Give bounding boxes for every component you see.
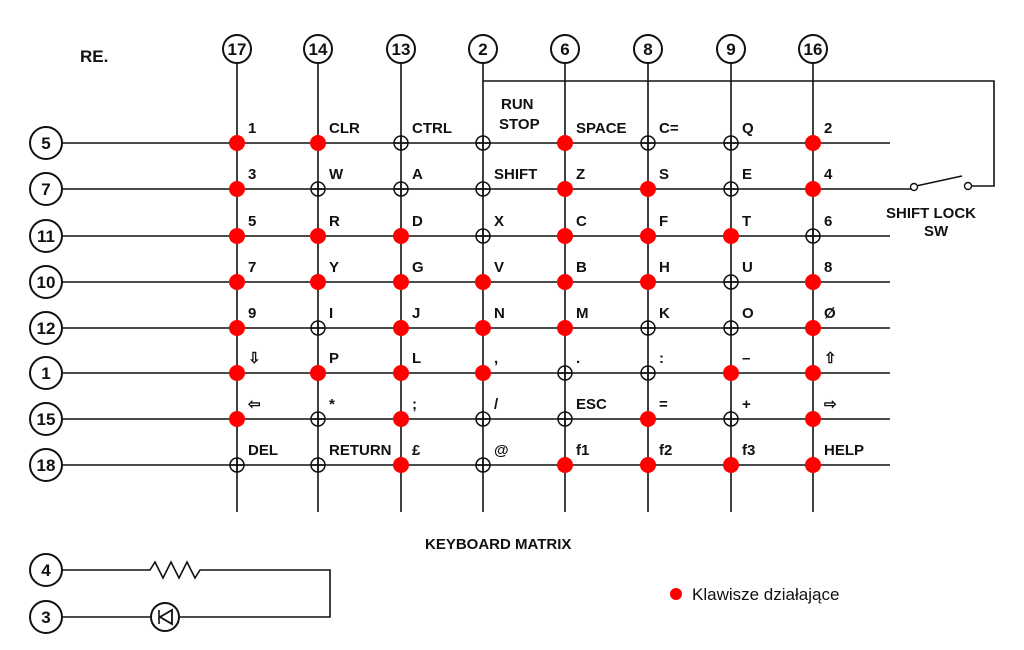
led-pin-number: 3	[41, 608, 51, 627]
working-key-dot	[229, 135, 245, 151]
column-pin-number: 8	[643, 40, 653, 59]
key-label: DEL	[248, 442, 278, 459]
key-label: SPACE	[576, 120, 627, 137]
key-label: B	[576, 259, 587, 276]
working-key-dot	[723, 365, 739, 381]
working-key-dot	[557, 135, 573, 151]
key-label: *	[329, 396, 335, 413]
row-pin-number: 18	[36, 456, 56, 475]
key-label: :	[659, 350, 664, 367]
key-label: CTRL	[412, 120, 452, 137]
key-label: f1	[576, 442, 590, 459]
led-icon	[151, 603, 179, 631]
key-label: 9	[248, 305, 257, 322]
key-label: N	[494, 305, 505, 322]
key-label: RETURN	[329, 442, 392, 459]
key-label: ⇧	[824, 350, 837, 367]
working-key-dot	[310, 135, 326, 151]
resistor-wire	[62, 562, 330, 617]
key-label: £	[412, 442, 421, 459]
key-label: Z	[576, 166, 586, 183]
key-label: HELP	[824, 442, 865, 459]
key-label: 7	[248, 259, 257, 276]
key-label: 6	[824, 213, 833, 230]
key-label: C	[576, 213, 587, 230]
working-key-dot	[557, 228, 573, 244]
working-key-dot	[640, 228, 656, 244]
key-label: ;	[412, 396, 417, 413]
key-label: S	[659, 166, 670, 183]
column-pin-number: 6	[560, 40, 570, 59]
shift-lock-contact-right	[965, 183, 972, 190]
key-label: 2	[824, 120, 833, 137]
working-key-dot	[229, 228, 245, 244]
key-label: V	[494, 259, 505, 276]
working-key-dot	[393, 457, 409, 473]
working-key-dot	[557, 457, 573, 473]
working-key-dot	[393, 274, 409, 290]
shift-lock-contact-left	[911, 184, 918, 191]
working-key-dot	[640, 274, 656, 290]
key-label: ⇦	[248, 396, 261, 413]
working-key-dot	[475, 365, 491, 381]
working-key-dot	[229, 320, 245, 336]
column-pin-number: 17	[227, 40, 247, 59]
key-label: E	[742, 166, 753, 183]
key-label: /	[494, 396, 499, 413]
row-pin-number: 11	[37, 227, 55, 246]
key-label: ESC	[576, 396, 607, 413]
working-key-dot	[723, 457, 739, 473]
working-key-dot	[805, 365, 821, 381]
key-label: 4	[824, 166, 833, 183]
key-label: K	[659, 305, 670, 322]
key-label: CLR	[329, 120, 360, 137]
column-pin-number: 13	[391, 40, 411, 59]
key-label: Q	[742, 120, 754, 137]
key-label: =	[659, 396, 668, 413]
working-key-dot	[557, 320, 573, 336]
key-label: A	[412, 166, 423, 183]
working-key-dot	[557, 181, 573, 197]
working-key-dot	[310, 228, 326, 244]
led-pin-number: 4	[41, 561, 51, 580]
working-key-dot	[723, 228, 739, 244]
key-label: G	[412, 259, 424, 276]
column-pin-number: 16	[803, 40, 823, 59]
working-key-dot	[393, 365, 409, 381]
working-key-dot	[310, 365, 326, 381]
key-label: Ø	[824, 305, 836, 322]
working-key-dot	[229, 274, 245, 290]
working-key-dot	[557, 274, 573, 290]
key-label: Y	[329, 259, 340, 276]
key-label: W	[329, 166, 344, 183]
shift-lock-wire-top	[483, 81, 994, 186]
key-label: U	[742, 259, 753, 276]
shift-lock-switch	[483, 81, 994, 191]
key-label: SHIFT	[494, 166, 538, 183]
key-label: H	[659, 259, 670, 276]
key-label: M	[576, 305, 589, 322]
working-key-dot	[229, 181, 245, 197]
led-circuit	[30, 554, 330, 633]
key-label: I	[329, 305, 334, 322]
corner-label: RE.	[80, 47, 109, 66]
key-label: C=	[659, 120, 679, 137]
key-label: P	[329, 350, 340, 367]
shift-lock-label: SHIFT LOCK	[886, 205, 976, 222]
working-key-dot	[475, 320, 491, 336]
working-key-dot	[805, 135, 821, 151]
working-key-dot	[229, 365, 245, 381]
key-label: R	[329, 213, 340, 230]
key-label: ⇩	[248, 350, 261, 367]
key-label: L	[412, 350, 422, 367]
key-label: ⇨	[824, 396, 837, 413]
diagram-title: KEYBOARD MATRIX	[425, 536, 572, 553]
key-label: O	[742, 305, 754, 322]
row-pin-number: 12	[36, 319, 56, 338]
row-pin-number: 5	[41, 134, 51, 153]
key-label: .	[576, 350, 581, 367]
working-key-dot	[640, 181, 656, 197]
key-labels	[247, 96, 864, 459]
working-key-dot	[805, 411, 821, 427]
key-label: f2	[659, 442, 673, 459]
key-label: F	[659, 213, 669, 230]
working-key-dot	[640, 457, 656, 473]
key-label: 1	[248, 120, 257, 137]
row-pin-number: 1	[41, 364, 51, 383]
key-label: 5	[248, 213, 257, 230]
column-pins	[223, 35, 827, 63]
legend-label: Klawisze działające	[692, 585, 840, 604]
column-pin-number: 14	[308, 40, 328, 59]
working-key-dot	[393, 320, 409, 336]
key-label: RUN STOP	[499, 96, 540, 133]
working-key-dot	[393, 228, 409, 244]
legend	[670, 585, 839, 604]
working-key-dot	[805, 320, 821, 336]
key-label: @	[494, 442, 509, 459]
key-label: ,	[494, 350, 499, 367]
key-label: T	[742, 213, 752, 230]
row-pin-number: 15	[36, 410, 56, 429]
working-key-dot	[805, 274, 821, 290]
key-label: J	[412, 305, 421, 322]
key-label: 8	[824, 259, 833, 276]
working-key-dot	[393, 411, 409, 427]
column-pin-number: 9	[726, 40, 736, 59]
working-key-dot	[310, 274, 326, 290]
row-pin-number: 10	[36, 273, 56, 292]
key-label: +	[742, 396, 751, 413]
shift-lock-blade	[916, 176, 962, 186]
working-key-dot	[805, 181, 821, 197]
shift-lock-sw-label: SW	[924, 223, 949, 240]
working-key-dot	[229, 411, 245, 427]
row-pin-number: 7	[41, 180, 51, 199]
key-label: 3	[248, 166, 257, 183]
key-label: D	[412, 213, 423, 230]
working-key-dot	[805, 457, 821, 473]
working-key-dot	[475, 274, 491, 290]
key-label: –	[742, 350, 751, 367]
key-label: f3	[742, 442, 756, 459]
working-key-dot	[640, 411, 656, 427]
legend-working-dot	[670, 588, 682, 600]
key-label: X	[494, 213, 505, 230]
row-pins	[30, 127, 62, 481]
column-pin-number: 2	[478, 40, 488, 59]
